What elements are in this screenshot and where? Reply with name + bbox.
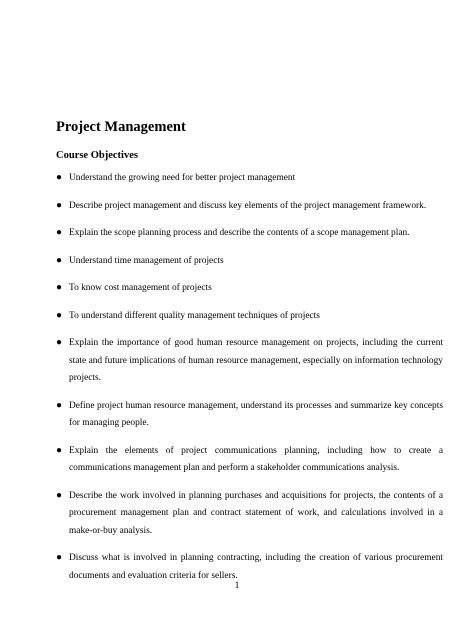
- list-item: [56, 170, 443, 188]
- objective-text: Explain the scope planning process and describe the contents of a scope management plan.: [69, 228, 410, 238]
- objectives-list: [56, 170, 443, 595]
- list-item: [56, 198, 443, 216]
- list-item: [56, 225, 443, 243]
- bullet-icon: ●: [56, 227, 63, 238]
- objective-text: Describe project management and discuss key elements of the project management framework.: [69, 200, 427, 211]
- list-item: [56, 443, 443, 478]
- bullet-icon: ●: [56, 309, 63, 321]
- list-item: [56, 488, 443, 541]
- objective-text: Explain the importance of good human resource management on projects, including the current state and future implications of human resource management, especially on information technology projects.: [69, 338, 443, 383]
- list-item: [56, 335, 443, 388]
- objective-text: Understand time management of projects: [69, 255, 224, 266]
- list-item: [56, 308, 443, 326]
- list-item: [56, 253, 443, 271]
- bullet-icon: ●: [56, 399, 63, 411]
- bullet-icon: ●: [56, 282, 63, 293]
- objective-text: Explain the elements of project communications planning, including how to create a communications management plan and perform a stakeholder communications analysis.: [69, 445, 443, 473]
- bullet-icon: ●: [56, 444, 63, 456]
- objective-text: Define project human resource management, understand its processes and summarize key concepts for managing people.: [69, 400, 443, 428]
- bullet-icon: ●: [56, 489, 63, 501]
- bullet-icon: ●: [56, 199, 63, 211]
- objective-text: Understand the growing need for better project management: [69, 173, 296, 183]
- objective-text: To know cost management of projects: [69, 283, 212, 293]
- page-number: 1: [234, 581, 240, 591]
- bullet-icon: ●: [56, 172, 63, 183]
- list-item: [56, 280, 443, 298]
- objective-text: Describe the work involved in planning purchases and acquisitions for projects, the contents of a procurement management plan and contract statement of work, and calculations involved in a make-or-buy analysis.: [69, 490, 443, 536]
- bullet-icon: ●: [56, 552, 63, 563]
- list-item: [56, 398, 443, 433]
- objective-text: To understand different quality management techniques of projects: [69, 310, 320, 321]
- section-heading: Course Objectives: [56, 150, 138, 161]
- objective-text: Discuss what is involved in planning contracting, including the creation of various procurement documents and evaluation criteria for sellers.: [69, 553, 443, 581]
- bullet-icon: ●: [56, 337, 63, 348]
- document-title: Project Management: [56, 119, 186, 135]
- bullet-icon: ●: [56, 254, 63, 266]
